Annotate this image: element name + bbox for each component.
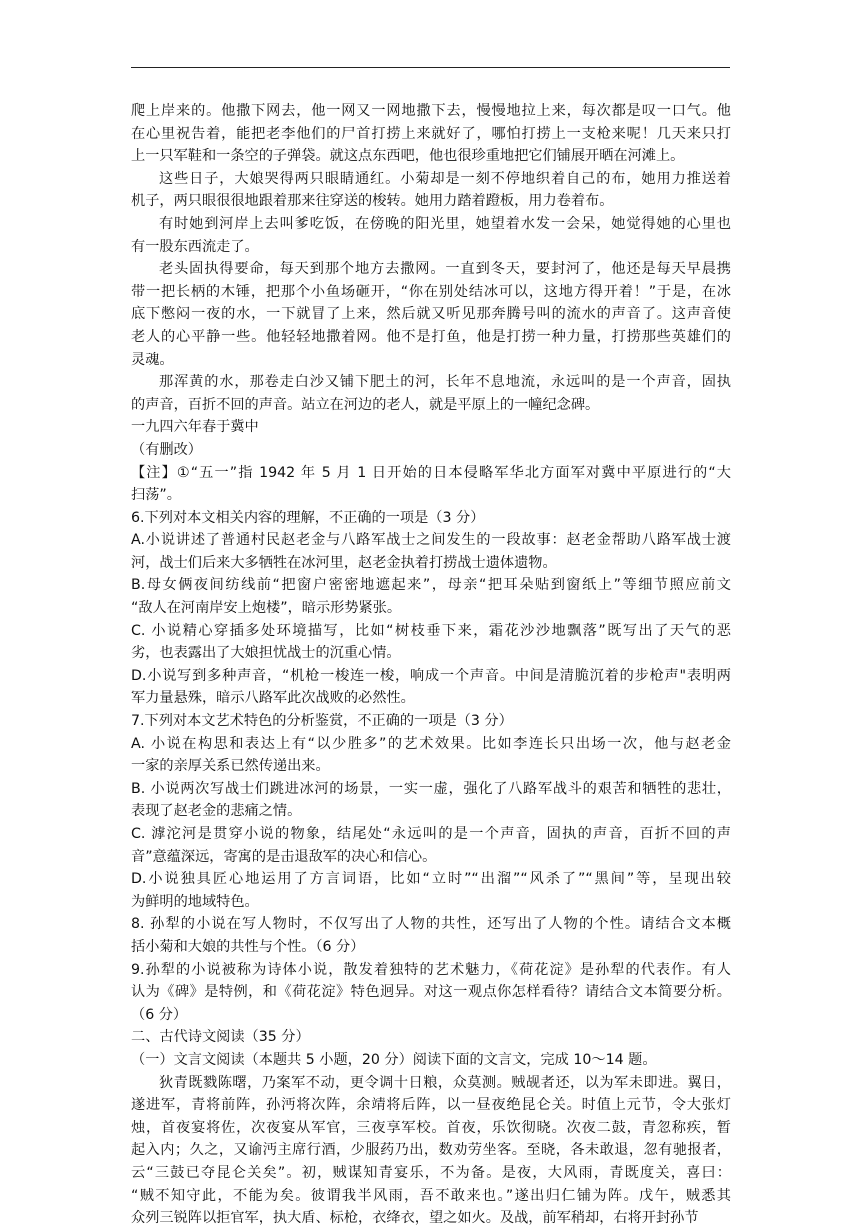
paragraph: [131, 416, 731, 439]
text-line: （有删改）: [131, 441, 202, 458]
text-line: “贼不知守此，不能为矣。彼谓我半风雨，吾不敢来也。”遂出归仁铺为阵。戊午，贼悉其: [131, 1187, 731, 1204]
text-line: 机子，两只眼很很地跟着那来往穿送的梭转。她用力踏着蹬板，用力卷着布。: [131, 193, 614, 210]
paragraph: [131, 213, 731, 258]
text-line: D.小说独具匠心地运用了方言词语，比如“立时”“出溜”“风杀了”“黑间”等，呈现出较: [131, 871, 731, 888]
text-line: 扫荡”。: [131, 487, 181, 504]
text-line: 有时她到河岸上去叫爹吃饭，在傍晚的阳光里，她望着水发一会呆，她觉得她的心里也: [159, 215, 731, 232]
text-line: 的声音，百折不回的声音。站立在河边的老人，就是平原上的一幢纪念碑。: [131, 396, 600, 413]
text-line: “敌人在河南岸安上炮楼”，暗示形势紧张。: [131, 600, 402, 617]
text-line: 老人的心平静一些。他轻轻地撒着网。他不是打鱼，他是打捞一种力量，打捞那些英雄们的: [131, 328, 731, 345]
paragraph: [131, 1026, 731, 1049]
paragraph: [131, 959, 731, 1027]
text-line: 起入内；久之，又谕沔主席行酒，少服药乃出，数劝劳坐客。至晓，各未敢退，忽有驰报者，: [131, 1142, 731, 1159]
text-line: 这些日子，大娘哭得两只眼睛通红。小菊却是一刻不停地织着自己的布，她用力推送着: [159, 170, 731, 187]
text-line: 爬上岸来的。他撒下网去，他一网又一网地撒下去，慢慢地拉上来，每次都是叹一口气。他: [131, 103, 731, 119]
text-line: 括小菊和大娘的共性与个性。（6 分）: [131, 938, 365, 955]
text-line: 遂进军，青将前阵，孙沔将次阵，余靖将后阵，以一昼夜绝昆仑关。时值上元节，令大张灯: [131, 1097, 731, 1114]
text-line: 7.下列对本文艺术特色的分析鉴赏，不正确的一项是（3 分）: [131, 713, 513, 730]
paragraph: [131, 913, 731, 958]
paragraph: [131, 665, 731, 710]
paragraph: [131, 620, 731, 665]
paragraph: [131, 507, 731, 530]
text-line: 认为《碑》是特例，和《荷花淀》特色迥异。对这一观点你怎样看待？请结合文本简要分析。: [131, 984, 731, 1001]
paragraph: [131, 371, 731, 416]
text-line: 上一只军鞋和一条空的子弹袋。就这点东西吧，他也很珍重地把它们铺展开晒在河滩上。: [131, 148, 685, 165]
text-line: 烛，首夜宴将佐，次夜宴从军官，三夜享军校。首夜，乐饮彻晓。次夜二鼓，青忽称疾，暂: [131, 1119, 731, 1136]
paragraph: [131, 168, 731, 213]
paragraph: [131, 100, 731, 168]
text-line: 二、古代诗文阅读（35 分）: [131, 1029, 310, 1046]
text-line: 在心里祝告着，能把老李他们的尸首打捞上来就好了，哪怕打捞上一支枪来呢！几天来只打: [131, 125, 731, 142]
text-line: A. 小说在构思和表达上有“以少胜多”的艺术效果。比如李连长只出场一次，他与赵老金: [131, 735, 731, 752]
paragraph: [131, 868, 731, 913]
text-line: 底下憋闷一夜的水，一下就冒了上来，然后就又听见那奔腾号叫的流水的声音了。这声音使: [131, 306, 731, 323]
text-line: 有一股东西流走了。: [131, 238, 259, 255]
header-rule: [131, 67, 730, 68]
text-line: 9.孙犁的小说被称为诗体小说，散发着独特的艺术魅力，《荷花淀》是孙犁的代表作。有人: [131, 961, 731, 978]
text-line: D.小说写到多种声音，“机枪一梭连一梭，响成一个声音。中间是清脆沉着的步枪声"表明两: [131, 667, 731, 684]
text-line: B.母女俩夜间纺线前“把窗户密密地遮起来”，母亲“把耳朵贴到窗纸上”等细节照应前文: [131, 577, 731, 594]
text-line: 8. 孙犁的小说在写人物时，不仅写出了人物的共性，还写出了人物的个性。请结合文本概: [131, 916, 731, 933]
text-line: 众列三锐阵以拒官军，执大盾、标枪，衣绛衣，望之如火。及战，前军稍却，右将开封孙节: [131, 1210, 699, 1227]
text-line: B. 小说两次写战士们跳进冰河的场景，一实一虚，强化了八路军战斗的艰苦和牺牲的悲壮，: [131, 780, 731, 797]
text-line: 一九四六年春于冀中: [131, 419, 259, 436]
text-line: 老头固执得要命，每天到那个地方去撒网。一直到冬天，要封河了，他还是每天早晨携: [159, 261, 731, 278]
text-line: 一家的亲厚关系已然传递出来。: [131, 758, 330, 775]
text-line: A.小说讲述了普通村民赵老金与八路军战士之间发生的一段故事：赵老金帮助八路军战士渡: [131, 532, 731, 549]
paragraph: [131, 778, 731, 823]
text-line: （一）文言文阅读（本题共 5 小题，20 分）阅读下面的文言文，完成 10～14 题。: [131, 1051, 657, 1068]
text-line: 带一把长柄的木锤，把那个小鱼场砸开，“你在别处结冰可以，这地方得开着！”于是，在冰: [131, 283, 731, 300]
text-line: 军力量悬殊，暗示八路军此次战败的必然性。: [131, 690, 415, 707]
text-line: 【注】①“五一”指 1942 年 5 月 1 日开始的日本侵略军华北方面军对冀中平原进行的“大: [131, 464, 731, 481]
text-line: 音”意蕴深远，寄寓的是击退敌军的决心和信心。: [131, 848, 437, 865]
text-line: 狄青既戮陈曙，乃案军不动，更令调十日粮，众莫测。贼觇者还，以为军未即进。翼日，: [159, 1074, 731, 1091]
paragraph: [131, 1072, 731, 1230]
text-line: （6 分）: [131, 1006, 188, 1023]
document-body: [131, 100, 731, 1230]
text-line: 为鲜明的地域特色。: [131, 893, 259, 910]
text-line: 6.下列对本文相关内容的理解，不正确的一项是（3 分）: [131, 509, 485, 526]
paragraph: [131, 258, 731, 371]
paragraph: [131, 823, 731, 868]
paragraph: [131, 574, 731, 619]
paragraph: [131, 733, 731, 778]
text-line: 那浑黄的水，那卷走白沙又铺下肥土的河，长年不息地流，永远叫的是一个声音，固执: [159, 374, 731, 391]
paragraph: [131, 1049, 731, 1072]
text-line: 表现了赵老金的悲痛之情。: [131, 803, 302, 820]
text-line: C. 滹沱河是贯穿小说的物象，结尾处“永远叫的是一个声音，固执的声音，百折不回的声: [131, 826, 731, 842]
text-line: 云“三鼓已夺昆仑关矣”。初，贼谋知青宴乐，不为备。是夜，大风雨，青既度关，喜曰：: [131, 1164, 731, 1181]
text-line: 河，战士们后来大多牺牲在冰河里，赵老金执着打捞战士遗体遗物。: [131, 554, 557, 571]
text-line: 劣，也表露出了大娘担忧战士的沉重心情。: [131, 645, 401, 662]
text-line: 灵魂。: [131, 351, 174, 368]
paragraph: [131, 439, 731, 462]
text-line: C. 小说精心穿插多处环境描写，比如“树枝垂下来，霜花沙沙地飘落”既写出了天气的恶: [131, 622, 731, 639]
paragraph: [131, 529, 731, 574]
paragraph: [131, 710, 731, 733]
paragraph: [131, 462, 731, 507]
